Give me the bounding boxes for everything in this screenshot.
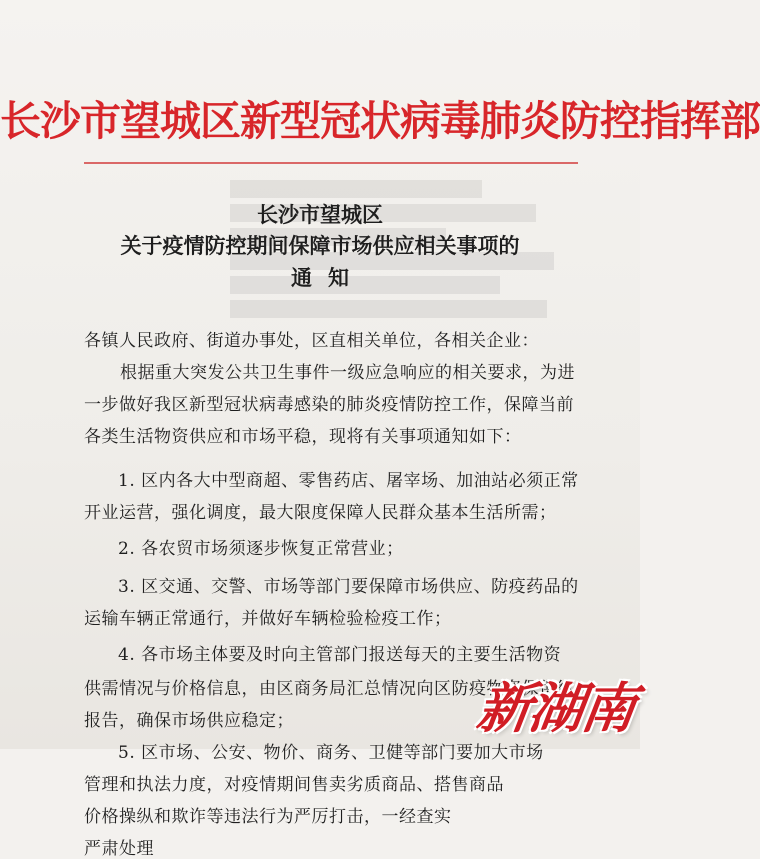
body-line: 4. 各市场主体要及时向主管部门报送每天的主要生活物资 [118, 645, 562, 665]
body-line: 各类生活物资供应和市场平稳，现将有关事项通知如下： [84, 427, 522, 447]
body-line: 报告，确保市场供应稳定； [84, 711, 294, 731]
body-line: 严肃处理 [84, 839, 154, 859]
body-line: 运输车辆正常通行，并做好车辆检验检疫工作； [84, 609, 452, 629]
body-line: 2. 各农贸市场须逐步恢复正常营业； [118, 539, 404, 559]
notice-title-line-1: 长沙市望城区 [257, 202, 383, 227]
body-line: 一步做好我区新型冠状病毒感染的肺炎疫情防控工作，保障当前 [84, 395, 574, 415]
body-line: 5. 区市场、公安、物价、商务、卫健等部门要加大市场 [118, 743, 544, 763]
body-line: 3. 区交通、交警、市场等部门要保障市场供应、防疫药品的 [118, 577, 579, 597]
issuing-authority-header: 长沙市望城区新型冠状病毒肺炎防控指挥部 [0, 97, 760, 145]
body-line: 1. 区内各大中型商超、零售药店、屠宰场、加油站必须正常 [118, 471, 579, 491]
body-line: 价格操纵和欺诈等违法行为严厉打击，一经查实 [84, 807, 452, 827]
body-line: 开业运营，强化调度，最大限度保障人民群众基本生活所需； [84, 503, 557, 523]
red-divider-line [84, 162, 578, 164]
notice-title-line-2: 关于疫情防控期间保障市场供应相关事项的 [120, 233, 520, 258]
notice-title-line-3: 通知 [291, 265, 365, 290]
body-line: 根据重大突发公共卫生事件一级应急响应的相关要求，为进 [120, 363, 575, 383]
body-line: 供需情况与价格信息，由区商务局汇总情况向区防疫物资保供组 [84, 679, 574, 699]
body-line: 管理和执法力度，对疫情期间售卖劣质商品、搭售商品 [84, 775, 504, 795]
body-line: 各镇人民政府、街道办事处，区直相关单位，各相关企业： [84, 331, 539, 351]
xinhunan-logo: 新湖南 [473, 676, 639, 740]
